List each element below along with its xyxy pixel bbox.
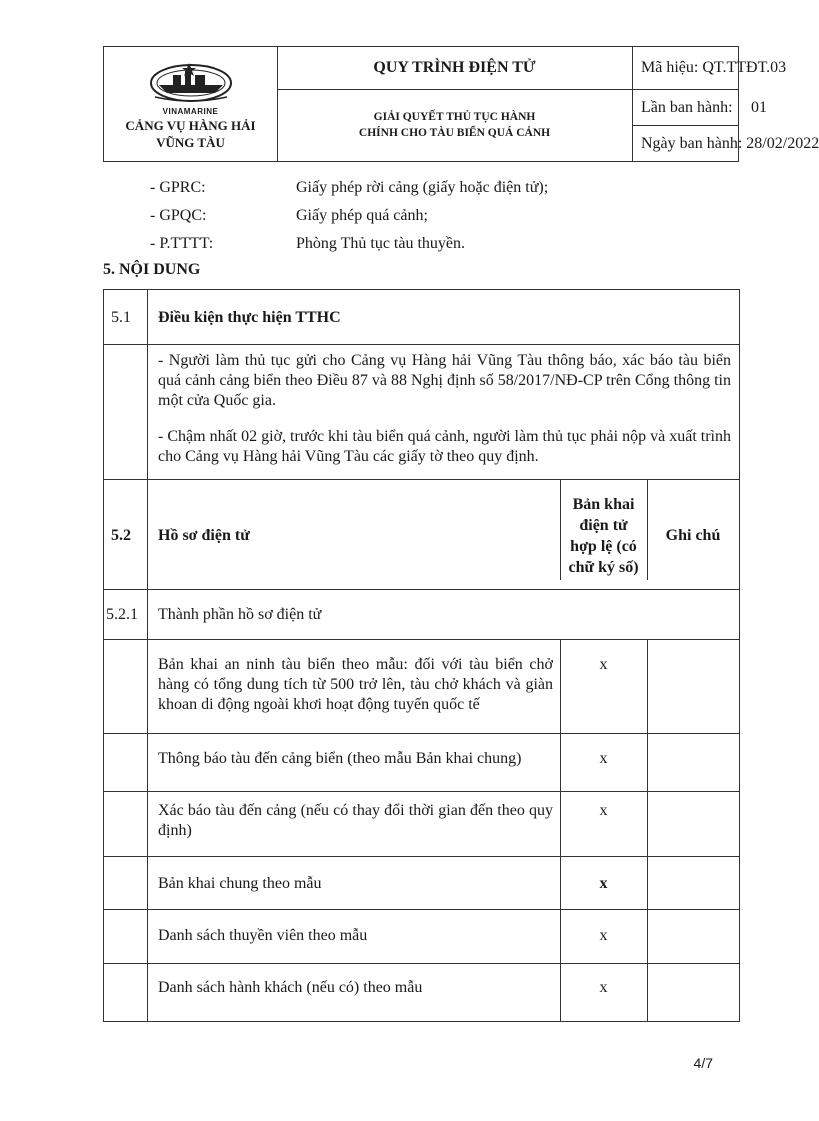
row-mark: x xyxy=(599,656,608,673)
valid-column-divider xyxy=(560,639,561,1022)
edition-value: 01 xyxy=(751,99,767,116)
section-51-paragraph-1: - Người làm thủ tục gửi cho Cảng vụ Hàng hải Vũng Tàu thông báo, xác báo tàu biển quá cảnh cảng biển theo Điều 87 và 88 Nghị định số 58/2017/NĐ-CP trên Cổng thông tin một cửa Quốc gia. xyxy=(158,352,731,409)
table-row-arrival-confirmation: Xác báo tàu đến cảng (nếu có thay đổi thời gian đến theo quy định) xyxy=(158,802,553,839)
valid-column-header-l2: điện tử xyxy=(579,517,628,534)
doc-title-line1: GIẢI QUYẾT THỦ TỤC HÀNH xyxy=(373,111,536,123)
table-row-general-declaration: Bản khai chung theo mẫu xyxy=(158,875,322,892)
row-divider-r4 xyxy=(103,909,740,910)
meta-divider-1 xyxy=(633,89,738,90)
edition-label: Lần ban hành: xyxy=(641,99,733,116)
abbr-ptttt-meaning: Phòng Thủ tục tàu thuyền. xyxy=(296,235,466,252)
table-row-arrival-notice: Thông báo tàu đến cảng biển (theo mẫu Bản khai chung) xyxy=(158,750,522,767)
page-number: 4/7 xyxy=(693,1055,713,1071)
section-521-title: Thành phần hồ sơ điện tử xyxy=(158,606,322,623)
table-row-crew-list: Danh sách thuyền viên theo mẫu xyxy=(158,927,368,944)
table-border-right xyxy=(739,289,740,1022)
row-divider-r1 xyxy=(103,733,740,734)
row-divider-r5 xyxy=(103,963,740,964)
table-border-left xyxy=(103,289,104,1022)
document-header xyxy=(103,46,819,162)
row-divider-51-body xyxy=(103,479,740,480)
row-mark: x xyxy=(599,979,608,996)
issue-date: Ngày ban hành: 28/02/2022 xyxy=(641,135,819,152)
organization-cell xyxy=(104,47,278,161)
table-border-top xyxy=(103,289,740,290)
row-divider-r3 xyxy=(103,856,740,857)
abbr-gprc: - GPRC: xyxy=(150,179,206,196)
row-mark: x xyxy=(599,802,608,819)
valid-column-header-l1: Bản khai xyxy=(572,496,635,513)
row-mark: x xyxy=(599,927,608,944)
section-521-number: 5.2.1 xyxy=(106,606,138,623)
table-border-bottom xyxy=(103,1021,740,1022)
title-divider xyxy=(277,89,632,90)
abbr-gpqc-meaning: Giấy phép quá cảnh; xyxy=(296,207,428,224)
row-divider-51 xyxy=(103,344,740,345)
note-column-header: Ghi chú xyxy=(665,527,721,544)
table-row-passenger-list: Danh sách hành khách (nếu có) theo mẫu xyxy=(158,979,423,996)
ship-emblem-icon xyxy=(149,59,233,103)
doc-type: QUY TRÌNH ĐIỆN TỬ xyxy=(373,59,536,76)
valid-column-header-l3: hợp lệ (có xyxy=(570,538,637,555)
valid-column-header-l4: chữ ký số) xyxy=(568,559,639,576)
title-cell xyxy=(277,47,633,161)
number-column-divider xyxy=(147,289,148,1022)
section-51-number: 5.1 xyxy=(111,309,131,326)
note-column-divider xyxy=(647,639,648,1022)
doc-title-line2: CHÍNH CHO TÀU BIỂN QUÁ CẢNH xyxy=(358,127,551,139)
logo-wordmark: VINAMARINE xyxy=(162,107,219,116)
abbr-ptttt: - P.TTTT: xyxy=(150,235,214,252)
section-52-number: 5.2 xyxy=(111,527,131,544)
row-divider-r2 xyxy=(103,791,740,792)
meta-divider-2 xyxy=(633,125,738,126)
org-name-line1: CẢNG VỤ HÀNG HẢI xyxy=(125,118,256,133)
content-table xyxy=(103,289,740,1022)
doc-code: Mã hiệu: QT.TTĐT.03 xyxy=(641,59,787,76)
section-title: 5. NỘI DUNG xyxy=(103,261,201,278)
abbr-gprc-meaning: Giấy phép rời cảng (giấy hoặc điện tử); xyxy=(296,179,549,196)
section-51-title: Điều kiện thực hiện TTHC xyxy=(158,309,341,326)
row-mark: x xyxy=(599,875,608,892)
row-mark: x xyxy=(599,750,608,767)
vinamarine-logo xyxy=(149,59,233,103)
table-row-security-declaration: Bản khai an ninh tàu biển theo mẫu: đối với tàu biển chở hàng có tổng dung tích từ 500 trở lên, tàu chở khách và giàn khoan di động ngoài khơi hoạt động tuyến quốc tế xyxy=(158,656,553,713)
section-52-title: Hồ sơ điện tử xyxy=(158,527,250,544)
abbr-gpqc: - GPQC: xyxy=(150,207,207,224)
org-name-line2: VŨNG TÀU xyxy=(156,135,225,150)
row-divider-521 xyxy=(103,639,740,640)
section-51-paragraph-2: - Chậm nhất 02 giờ, trước khi tàu biển quá cảnh, người làm thủ tục phải nộp và xuất trình cho Cảng vụ Hàng hải Vũng Tàu các giấy tờ theo quy định. xyxy=(158,428,731,465)
row-divider-52 xyxy=(103,589,740,590)
